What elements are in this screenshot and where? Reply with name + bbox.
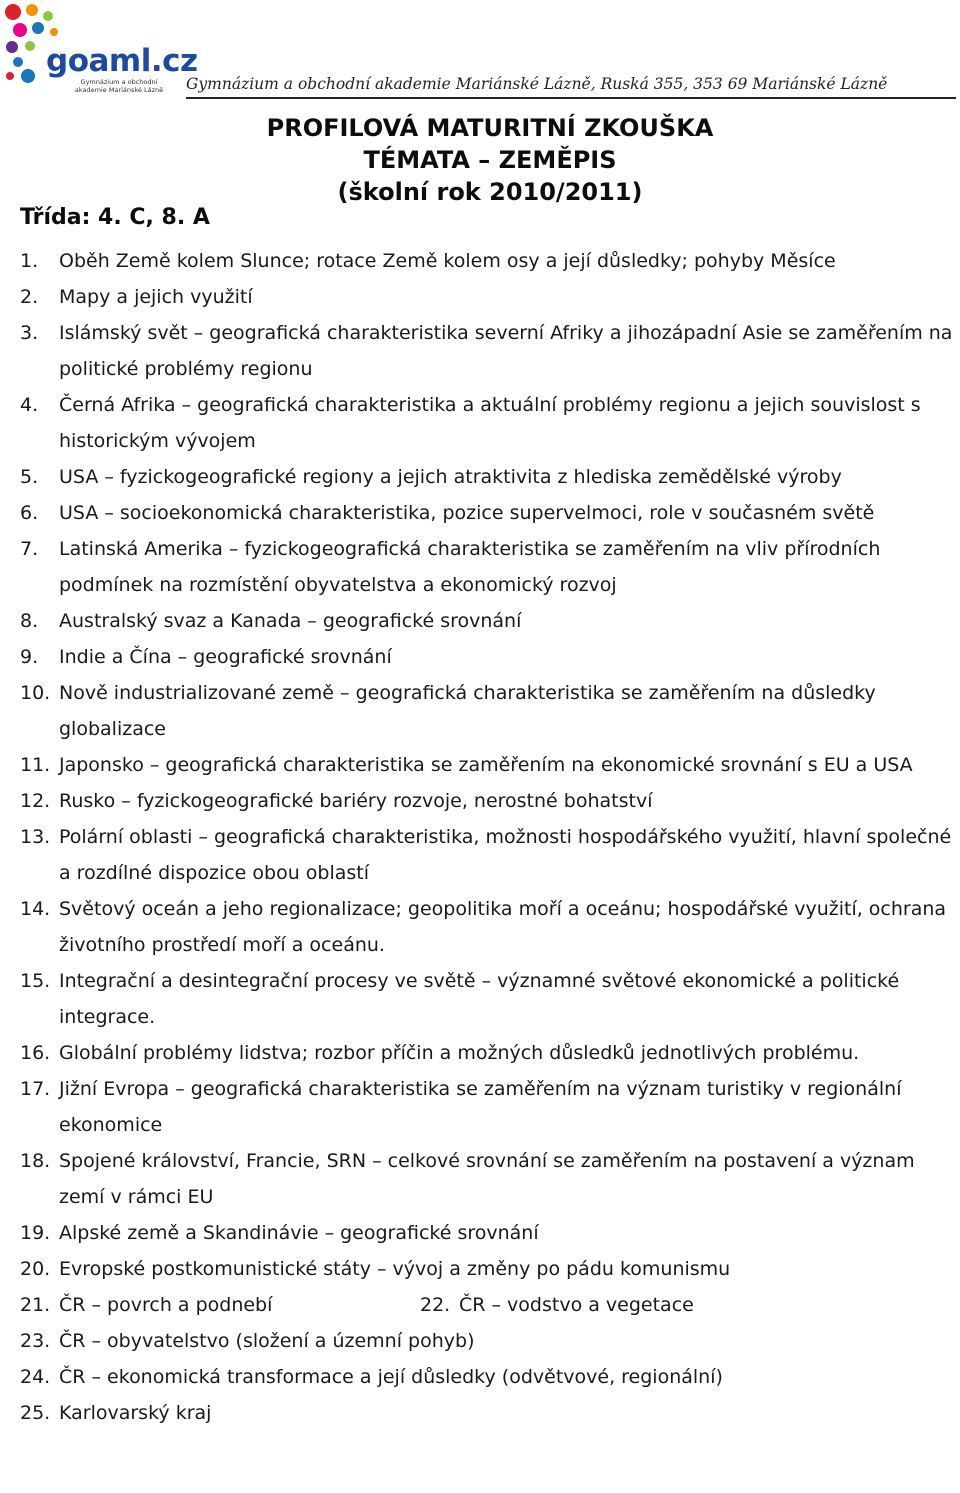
topic-number: 9.: [20, 646, 39, 668]
topic-text: ČR – vodstvo a vegetace: [459, 1294, 694, 1316]
topic-item: [20, 279, 955, 315]
school-logo: [4, 2, 198, 94]
topic-item: [20, 1215, 955, 1251]
topic-item: [20, 1359, 955, 1395]
topic-number: 7.: [20, 538, 39, 560]
topic-number: 15.: [20, 970, 51, 992]
topic-text: Integrační a desintegrační procesy ve světě – významné světové ekonomické a politické integrace.: [59, 970, 900, 1028]
topic-item: [20, 1251, 955, 1287]
topic-item: [20, 1287, 420, 1323]
topic-text: ČR – povrch a podnebí: [59, 1294, 273, 1316]
topic-text: ČR – obyvatelstvo (složení a územní pohyb): [59, 1330, 475, 1352]
topic-number: 23.: [20, 1330, 51, 1352]
topic-item: [20, 459, 955, 495]
topic-number: 12.: [20, 790, 51, 812]
topic-text: Oběh Země kolem Slunce; rotace Země kolem osy a její důsledky; pohyby Měsíce: [59, 250, 836, 272]
topic-number: 19.: [20, 1222, 51, 1244]
topic-item: [20, 315, 955, 387]
topic-text: Alpské země a Skandinávie – geografické srovnání: [59, 1222, 539, 1244]
topic-item: [20, 891, 955, 963]
logo-dot: [13, 23, 27, 37]
topic-number: 22.: [420, 1294, 451, 1316]
topic-text: Japonsko – geografická charakteristika se zaměřením na ekonomické srovnání s EU a USA: [59, 754, 913, 776]
topic-pair-row: [20, 1287, 955, 1323]
topic-text: Rusko – fyzickogeografické bariéry rozvoje, nerostné bohatství: [59, 790, 653, 812]
title-line-2: TÉMATA – ZEMĚPIS: [363, 146, 617, 174]
class-heading: Třída: 4. C, 8. A: [20, 205, 210, 230]
topics-list: [20, 243, 955, 1431]
topic-item: [20, 243, 955, 279]
topic-item: [20, 819, 955, 891]
topic-item: [20, 1035, 955, 1071]
topic-item: [20, 495, 955, 531]
school-address: Gymnázium a obchodní akademie Mariánské Lázně, Ruská 355, 353 69 Mariánské Lázně: [186, 75, 888, 93]
topic-number: 2.: [20, 286, 39, 308]
topic-item: [20, 387, 955, 459]
title-line-3: (školní rok 2010/2011): [337, 178, 643, 206]
topic-number: 8.: [20, 610, 39, 632]
logo-dot: [6, 72, 14, 80]
topic-item: [20, 603, 955, 639]
topic-item: [20, 1395, 955, 1431]
logo-wordmark: goaml.cz: [46, 43, 198, 79]
logo-dot: [6, 41, 18, 53]
topic-number: 4.: [20, 394, 39, 416]
topic-number: 6.: [20, 502, 39, 524]
topic-number: 18.: [20, 1150, 51, 1172]
topic-text: USA – socioekonomická charakteristika, pozice supervelmoci, role v současném světě: [59, 502, 875, 524]
topic-text: USA – fyzickogeografické regiony a jejich atraktivita z hlediska zemědělské výroby: [59, 466, 842, 488]
topic-item: [20, 1071, 955, 1143]
topic-number: 16.: [20, 1042, 51, 1064]
topic-number: 25.: [20, 1402, 51, 1424]
topic-text: Islámský svět – geografická charakteristika severní Afriky a jihozápadní Asie se zaměřením na politické problémy regionu: [59, 322, 953, 380]
topic-item: [420, 1287, 955, 1323]
topic-number: 1.: [20, 250, 39, 272]
topic-text: Spojené království, Francie, SRN – celkové srovnání se zaměřením na postavení a význam zemí v rámci EU: [59, 1150, 915, 1208]
topic-text: ČR – ekonomická transformace a její důsledky (odvětvové, regionální): [59, 1366, 723, 1388]
topic-text: Jižní Evropa – geografická charakteristika se zaměřením na význam turistiky v regionální ekonomice: [59, 1078, 902, 1136]
topic-text: Černá Afrika – geografická charakteristika a aktuální problémy regionu a jejich souvislost s historickým vývojem: [59, 394, 921, 452]
logo-dot: [43, 11, 53, 21]
topic-number: 10.: [20, 682, 51, 704]
topic-item: [20, 747, 955, 783]
topic-item: [20, 1143, 955, 1215]
topic-number: 14.: [20, 898, 51, 920]
topic-text: Evropské postkomunistické státy – vývoj a změny po pádu komunismu: [59, 1258, 731, 1280]
header-divider: [186, 97, 956, 99]
topic-item: [20, 675, 955, 747]
topic-number: 5.: [20, 466, 39, 488]
topic-text: Nově industrializované země – geografická charakteristika se zaměřením na důsledky globalizace: [59, 682, 876, 740]
topic-text: Mapy a jejich využití: [59, 286, 253, 308]
logo-dot: [25, 41, 35, 51]
topic-number: 11.: [20, 754, 51, 776]
topic-text: Latinská Amerika – fyzickogeografická charakteristika se zaměřením na vliv přírodních podmínek na rozmístění obyvatelstva a ekonomický rozvoj: [59, 538, 881, 596]
topic-item: [20, 639, 955, 675]
topic-item: [20, 783, 955, 819]
topic-text: Karlovarský kraj: [59, 1402, 212, 1424]
topic-number: 17.: [20, 1078, 51, 1100]
topic-text: Polární oblasti – geografická charakteristika, možnosti hospodářského využití, hlavní společné a rozdílné dispozice obou oblastí: [59, 826, 952, 884]
topic-number: 3.: [20, 322, 39, 344]
topic-item: [20, 963, 955, 1035]
topic-text: Australský svaz a Kanada – geografické srovnání: [59, 610, 522, 632]
logo-dot: [13, 57, 23, 67]
logo-dot: [50, 28, 58, 36]
page-header: [0, 0, 960, 100]
topic-item: [20, 1323, 955, 1359]
title-line-1: PROFILOVÁ MATURITNÍ ZKOUŠKA: [266, 114, 714, 142]
logo-dot: [21, 69, 35, 83]
topic-number: 21.: [20, 1294, 51, 1316]
topic-item: [20, 531, 955, 603]
topic-number: 24.: [20, 1366, 51, 1388]
topic-number: 13.: [20, 826, 51, 848]
topic-text: Indie a Čína – geografické srovnání: [59, 646, 392, 668]
logo-dot: [32, 22, 44, 34]
topic-text: Globální problémy lidstva; rozbor příčin a možných důsledků jednotlivých problému.: [59, 1042, 860, 1064]
topic-number: 20.: [20, 1258, 51, 1280]
logo-dot: [5, 4, 21, 20]
topic-text: Světový oceán a jeho regionalizace; geopolitika moří a oceánu; hospodářské využití, ochrana životního prostředí moří a oceánu.: [59, 898, 947, 956]
logo-dot: [26, 4, 38, 16]
logo-subtitle: Gymnázium a obchodní akademie Mariánské Lázně: [74, 78, 164, 94]
